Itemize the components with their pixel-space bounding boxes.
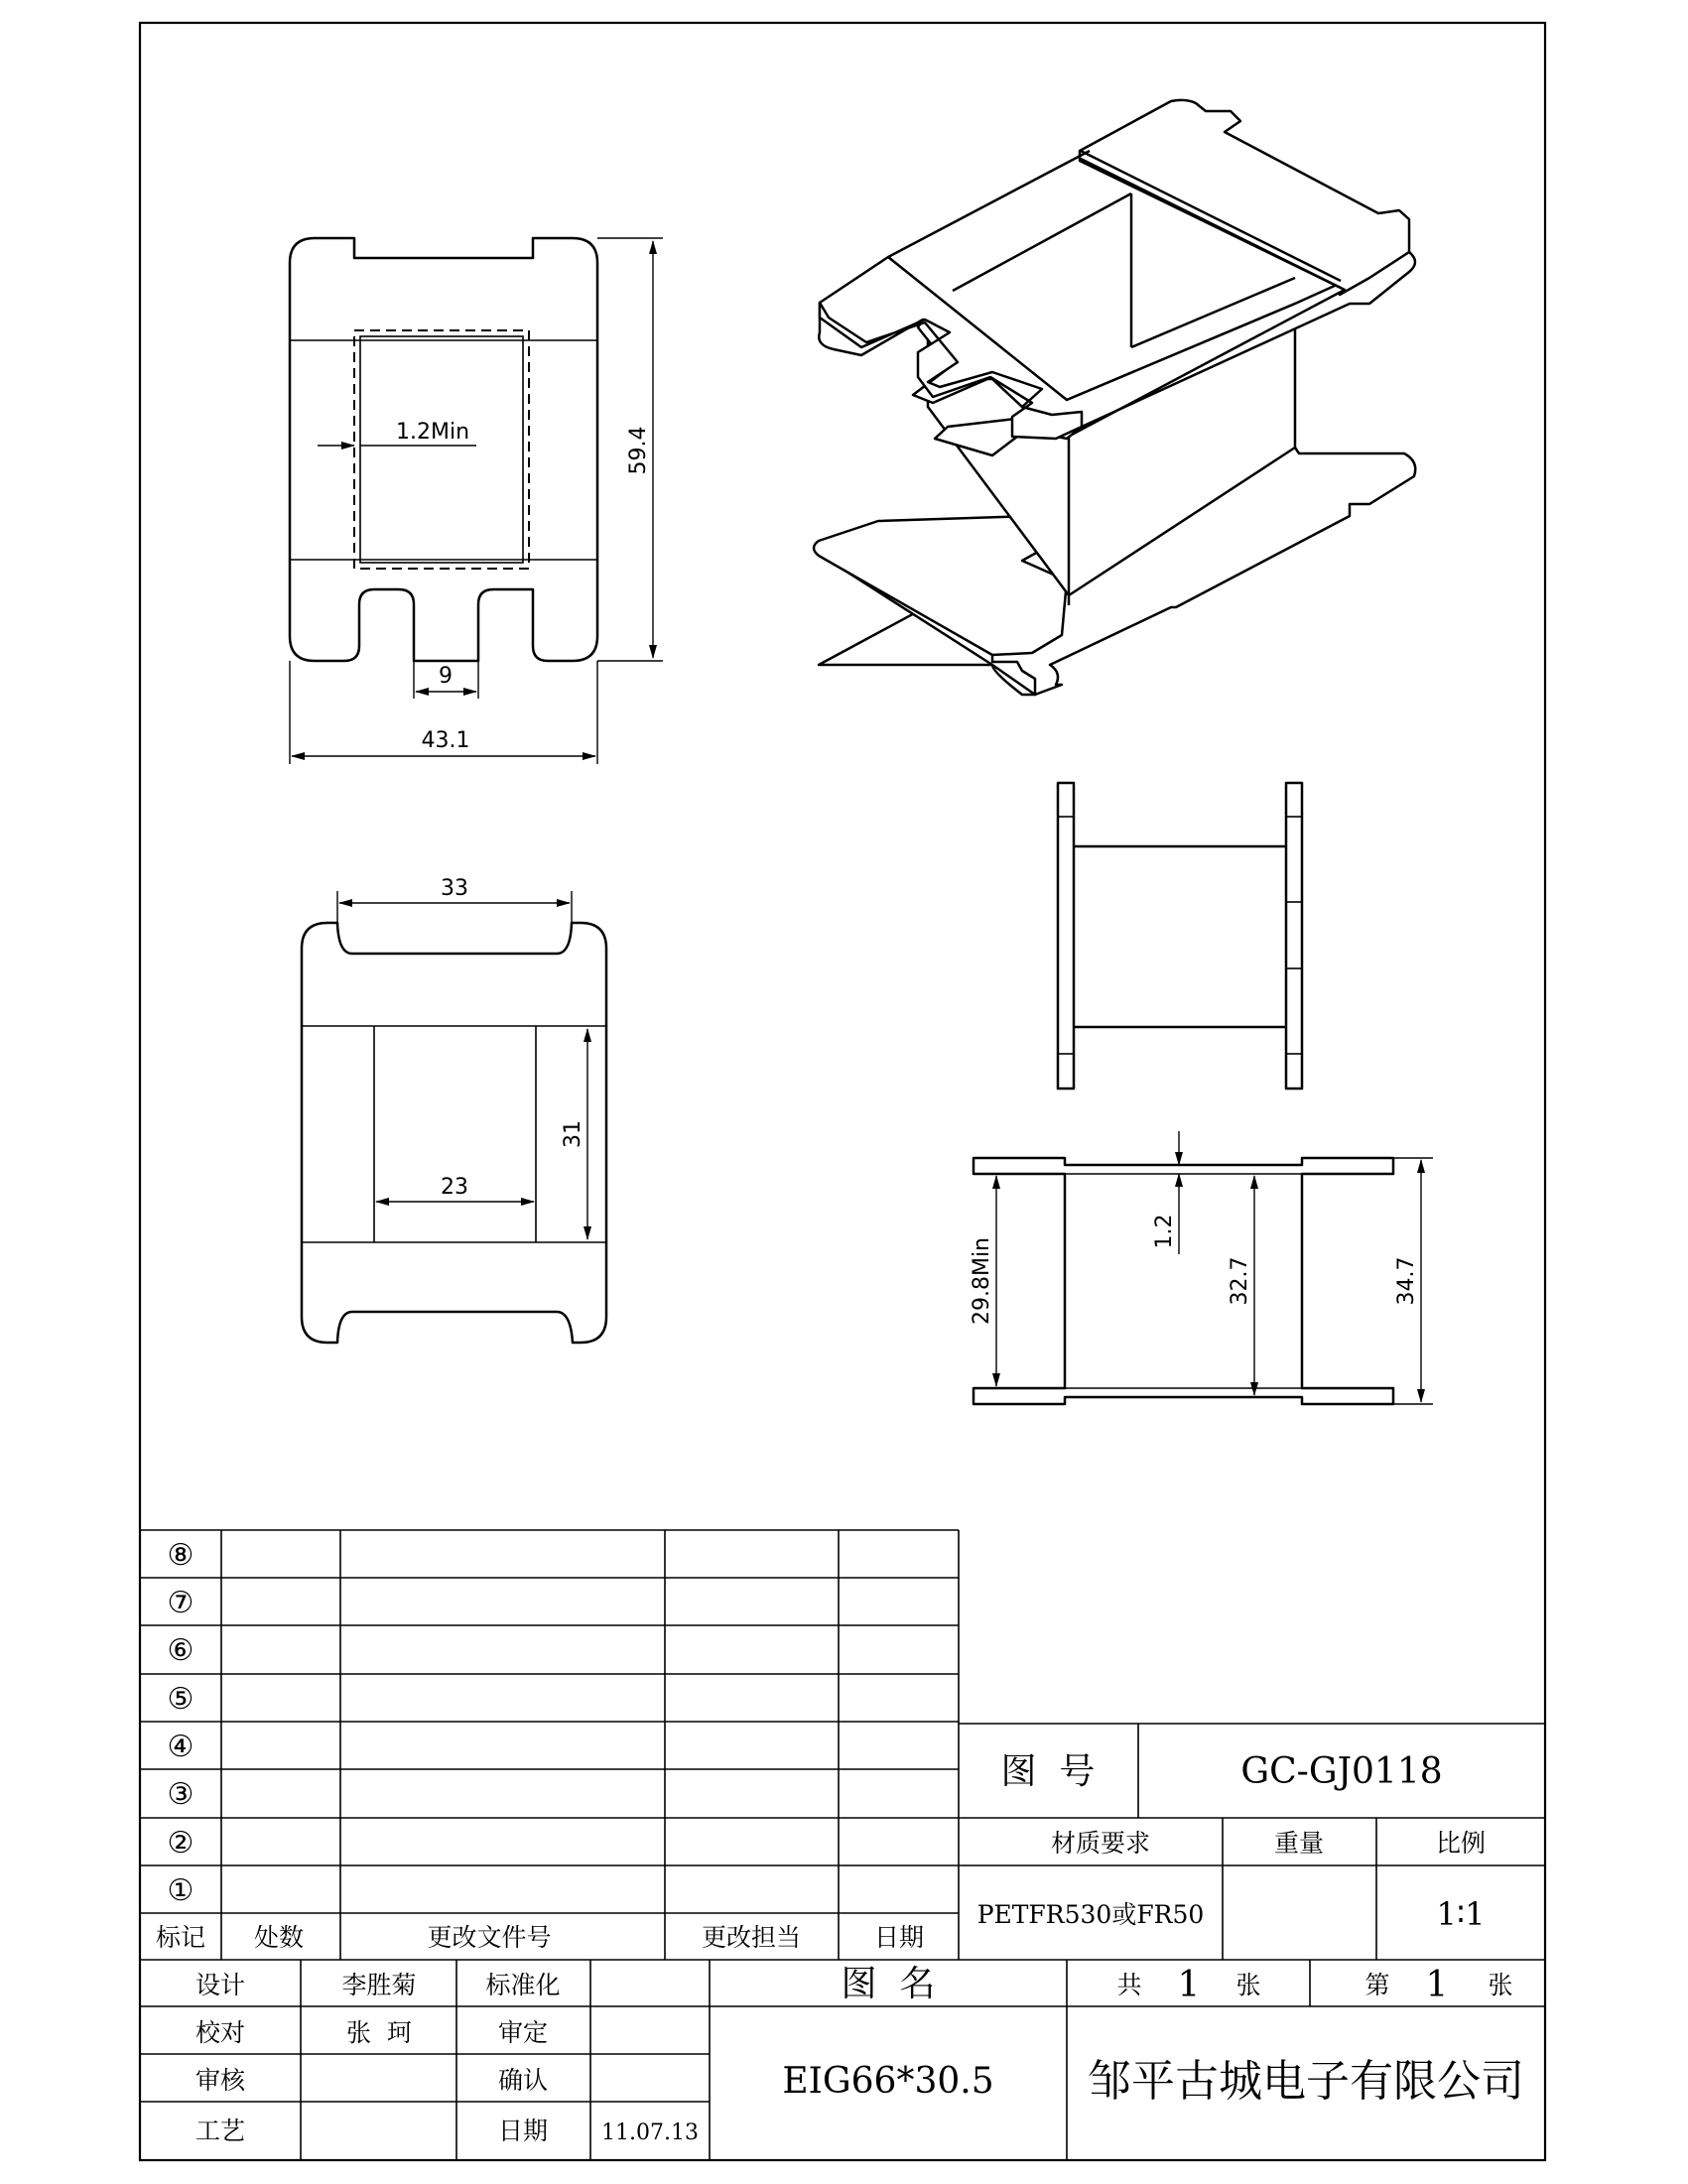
top-view (290, 238, 663, 764)
drawing-name: EIG66*30.5 (782, 2061, 994, 2102)
date-value: 11.07.13 (601, 2120, 699, 2145)
title-block (140, 1960, 1545, 2160)
side-view (1058, 783, 1302, 1089)
check-label: 校对 (195, 2018, 246, 2047)
front-view (970, 1131, 1433, 1404)
weight-label: 重量 (1273, 1829, 1325, 1858)
sheet-unit: 张 (1488, 1971, 1513, 1999)
revision-marker-7: ⑦ (167, 1586, 195, 1620)
revision-marker-4: ④ (167, 1730, 195, 1764)
front-view-outline (974, 1158, 1393, 1404)
sheet-label: 第 (1364, 1971, 1390, 1999)
dim-min-height: 29.8Min (970, 1236, 994, 1326)
revision-marker-3: ③ (167, 1777, 195, 1812)
revision-marker-5: ⑤ (167, 1682, 195, 1717)
drawing-info (959, 1724, 1545, 1960)
header-person: 更改担当 (701, 1923, 802, 1952)
header-doc-no: 更改文件号 (427, 1923, 552, 1952)
review-label: 审核 (195, 2066, 246, 2095)
total-label: 共 (1116, 1971, 1142, 1999)
total-value: 1 (1177, 1965, 1201, 2005)
process-label: 工艺 (195, 2117, 246, 2145)
bottom-view (302, 876, 606, 1343)
dim-top-width: 33 (441, 876, 468, 901)
dim-width: 43.1 (421, 728, 470, 753)
date-label: 日期 (497, 2117, 549, 2145)
confirm-label: 确认 (497, 2066, 549, 2095)
sheet-value: 1 (1425, 1965, 1449, 2005)
dim-flange-thickness: 1.2 (1152, 1214, 1177, 1249)
total-unit: 张 (1235, 1971, 1261, 1999)
dim-clearance: 1.2Min (396, 420, 470, 445)
design-name: 李胜菊 (341, 1971, 417, 1999)
drawing-name-label: 图 名 (841, 1964, 936, 2004)
dim-window-width: 23 (441, 1175, 468, 1200)
revision-marker-2: ② (167, 1826, 195, 1861)
approve-label: 审定 (497, 2018, 549, 2047)
revision-marker-6: ⑥ (167, 1633, 195, 1668)
revision-marker-1: ① (167, 1873, 195, 1908)
dim-window-height: 31 (561, 1120, 585, 1148)
header-mark: 标记 (155, 1923, 206, 1952)
isometric-view (814, 100, 1415, 695)
standard-label: 标准化 (485, 1971, 561, 1999)
dim-winding-height: 32.7 (1228, 1256, 1252, 1306)
top-view-outline (290, 238, 597, 661)
drawing-no: GC-GJ0118 (1240, 1751, 1443, 1792)
scale-label: 比例 (1435, 1829, 1487, 1858)
revision-table (140, 1530, 1545, 1960)
dim-height: 59.4 (626, 426, 651, 475)
company-name: 邹平古城电子有限公司 (1088, 2056, 1524, 2107)
revision-marker-8: ⑧ (167, 1538, 195, 1573)
dim-slot-width: 9 (439, 664, 453, 689)
scale-value: 1∶1 (1436, 1895, 1486, 1933)
material-value: PETFR530或FR50 (976, 1900, 1205, 1929)
header-date: 日期 (873, 1923, 925, 1952)
check-name: 张 珂 (346, 2018, 412, 2047)
drawing-no-label: 图 号 (1000, 1751, 1096, 1792)
header-count: 处数 (253, 1923, 305, 1952)
design-label: 设计 (195, 1971, 246, 1999)
dim-overall-height: 34.7 (1394, 1256, 1419, 1306)
material-label: 材质要求 (1050, 1829, 1151, 1858)
core-window-dashed (354, 330, 529, 569)
